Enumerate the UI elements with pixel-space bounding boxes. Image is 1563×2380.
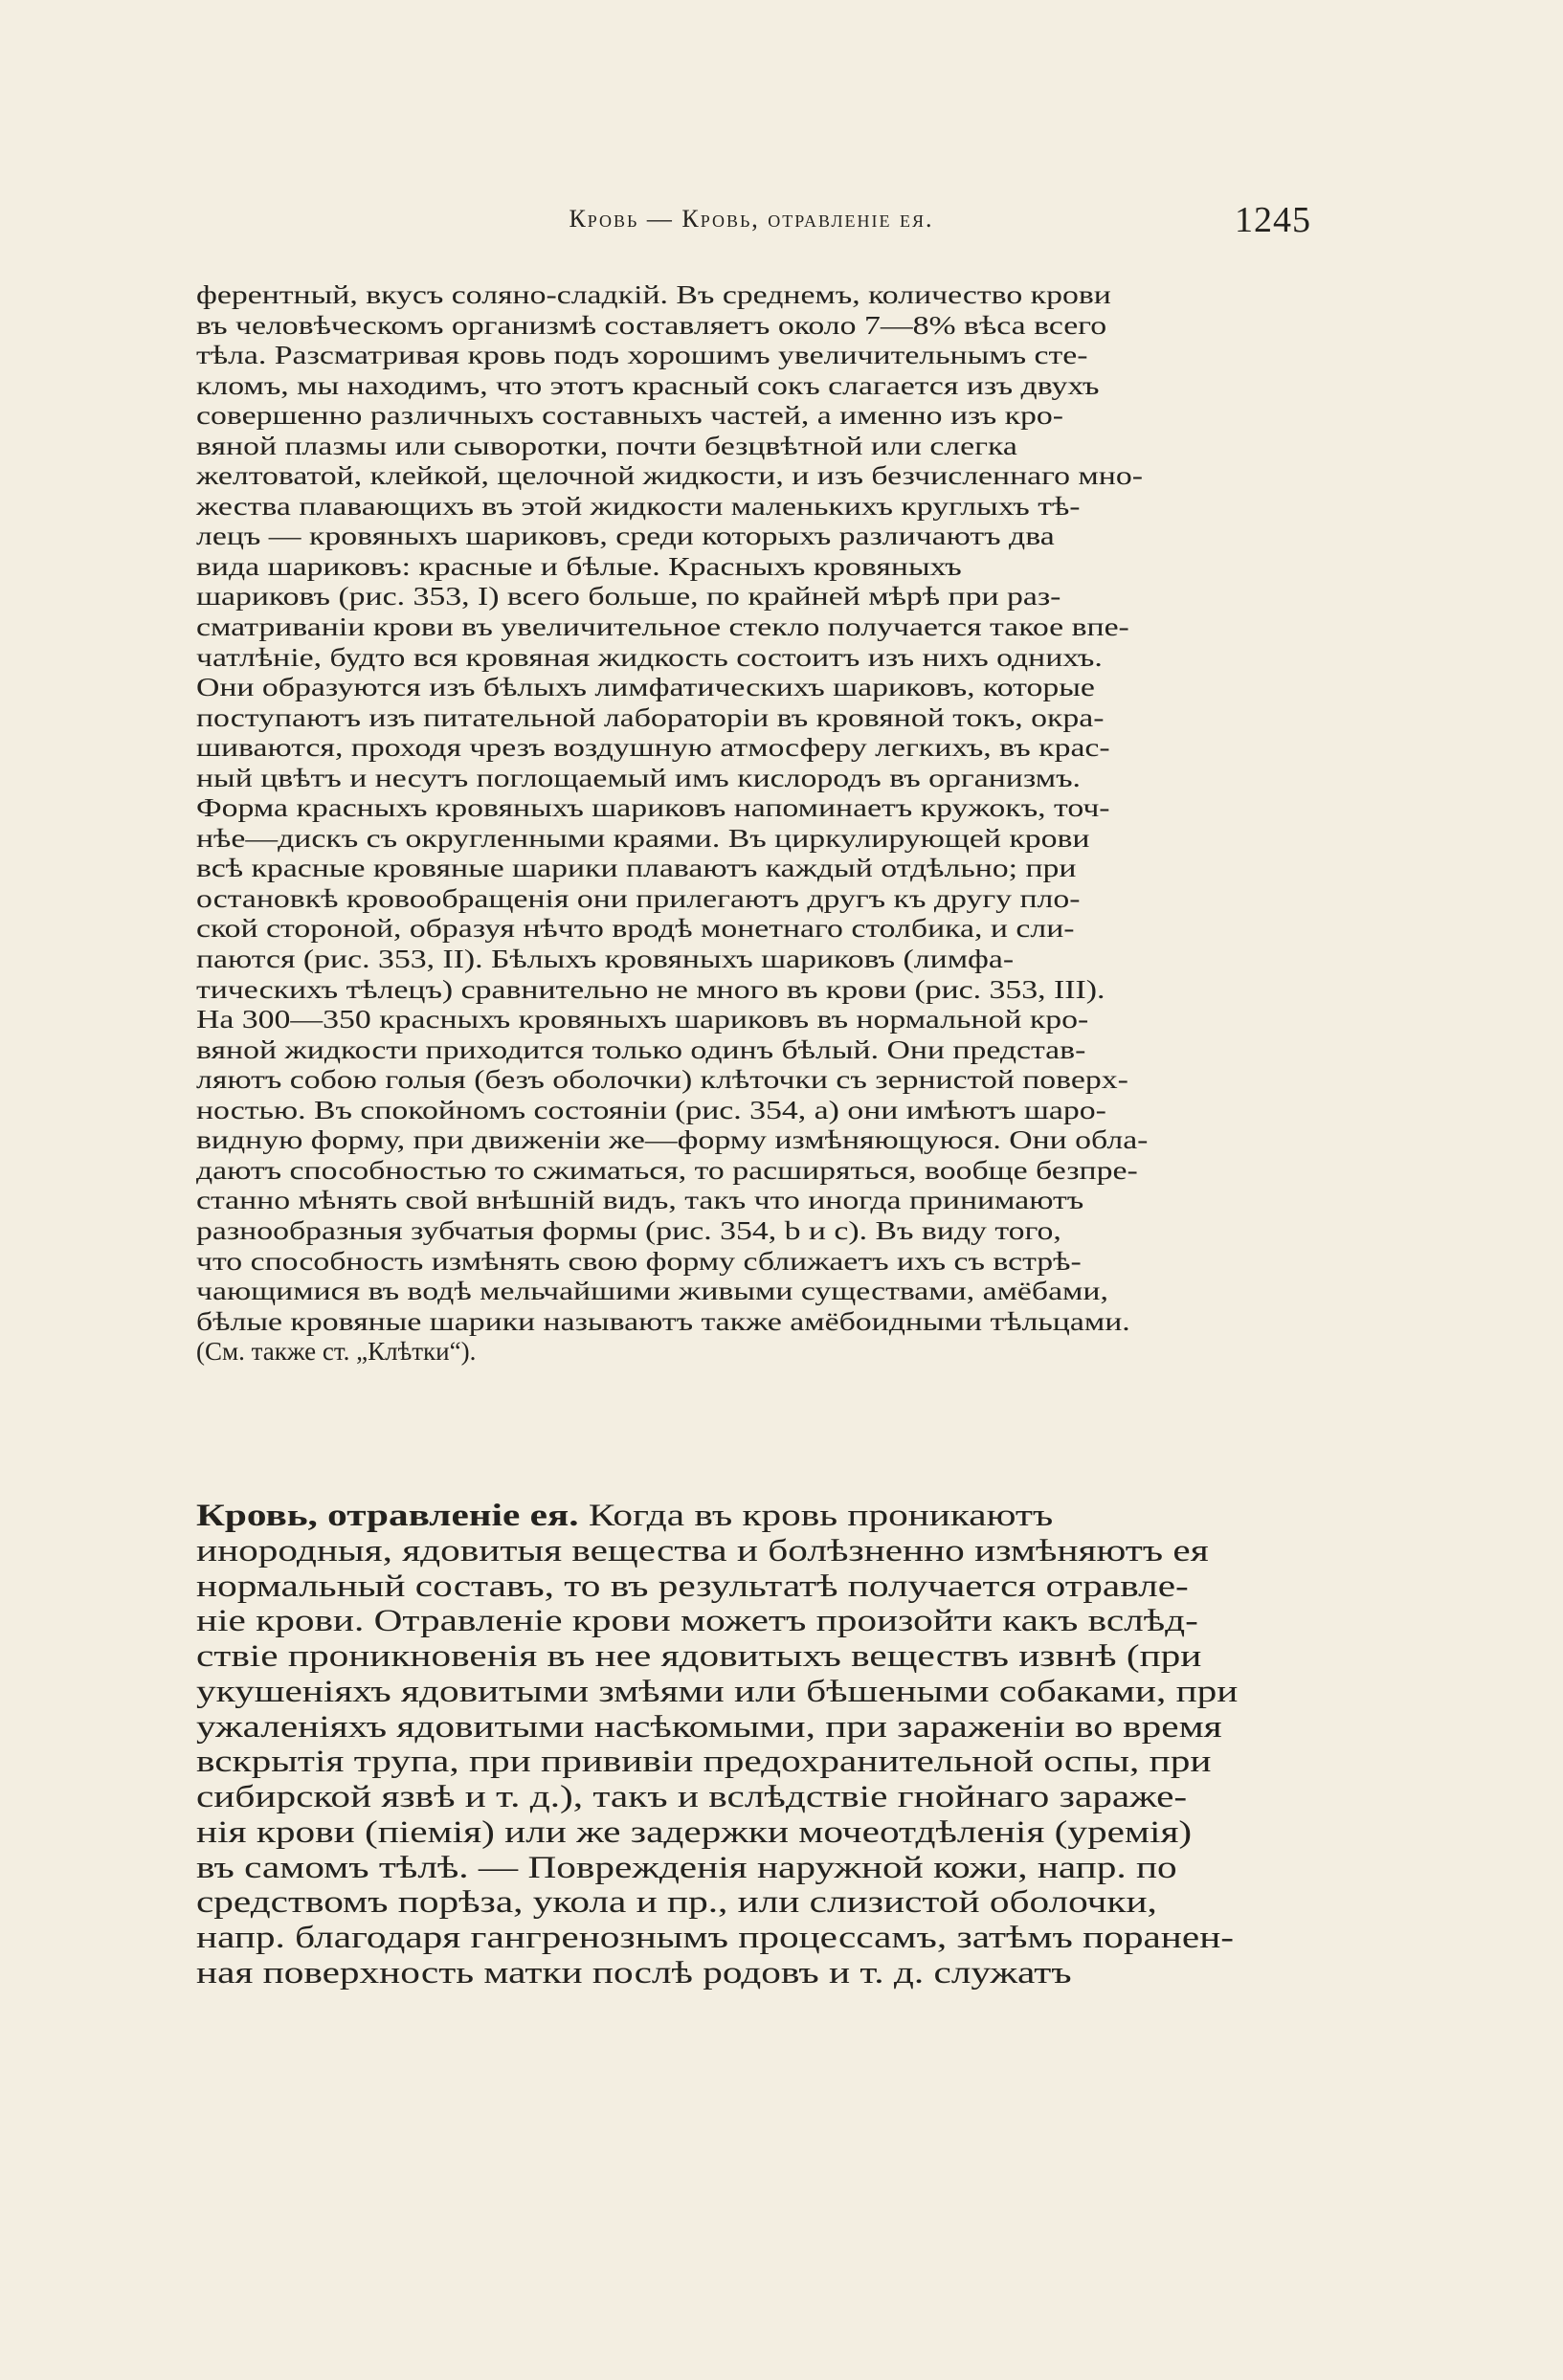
line-text: Форма красныхъ кровяныхъ шариковъ напоминаетъ кружокъ, точ- [196, 793, 1110, 823]
line-text: чатлѣніе, будто вся кровяная жидкость состоитъ изъ нихъ однихъ. [196, 642, 1103, 672]
text-line [196, 1216, 1311, 1247]
text-line [196, 643, 1311, 674]
text-line [196, 522, 1311, 552]
text-line [196, 1815, 1311, 1851]
text-line [196, 1710, 1311, 1746]
text-line [196, 552, 1311, 583]
line-text: тѣла. Разсматривая кровь подъ хорошимъ увеличительнымъ сте- [196, 341, 1088, 370]
line-text: станно мѣнять свой внѣшній видъ, такъ что иногда принимаютъ [196, 1186, 1084, 1215]
line-text: укушеніяхъ ядовитыми змѣями или бѣшеными собаками, при [196, 1674, 1239, 1709]
line-text: совершенно различныхъ составныхъ частей, а именно изъ кро- [196, 401, 1064, 431]
text-line [196, 1277, 1311, 1307]
line-text: напр. благодаря гангренознымъ процессамъ, затѣмъ поранен- [196, 1921, 1235, 1955]
line-text: жества плавающихъ въ этой жидкости маленькихъ круглыхъ тѣ- [196, 491, 1081, 521]
line-text: ствіе проникновенія въ нее ядовитыхъ веществъ извнѣ (при [196, 1639, 1202, 1674]
text-line [196, 1186, 1311, 1216]
text-line [196, 884, 1311, 915]
line-text: кломъ, мы находимъ, что этотъ красный сокъ слагается изъ двухъ [196, 370, 1100, 400]
line-text: паются (рис. 353, II). Бѣлыхъ кровяныхъ шариковъ (лимфа- [196, 945, 1015, 974]
text-line [196, 1499, 1311, 1534]
text-line [196, 1745, 1311, 1780]
text-line [196, 673, 1311, 703]
line-text: вяной плазмы или сыворотки, почти безцвѣтной или слегка [196, 431, 1017, 460]
text-line [196, 311, 1311, 342]
text-line [196, 1851, 1311, 1886]
line-text: нѣе—дискъ съ округленными краями. Въ циркулирующей крови [196, 823, 1090, 853]
line-text: всѣ красные кровяные шарики плаваютъ каждый отдѣльно; при [196, 854, 1077, 883]
text-line [196, 824, 1311, 855]
text-line [196, 703, 1311, 734]
line-text: въ самомъ тѣлѣ. — Поврежденія наружной кожи, напр. по [196, 1850, 1177, 1885]
article-blood-poisoning [196, 1499, 1311, 1991]
line-text: бѣлые кровяные шарики называютъ также амёбоидными тѣльцами. [196, 1306, 1130, 1336]
text-line [196, 371, 1311, 402]
text-line [196, 1885, 1311, 1921]
line-text: средствомъ порѣза, укола и пр., или слизистой оболочки, [196, 1885, 1157, 1921]
text-line [196, 280, 1311, 311]
line-text: ная поверхность матки послѣ родовъ и т. д. служатъ [196, 1955, 1072, 1991]
line-text: (См. также ст. „Клѣтки“). [196, 1337, 477, 1367]
first-line-text: Когда въ кровь проникаютъ [578, 1499, 1054, 1533]
running-header [191, 191, 1311, 249]
text-line [196, 854, 1311, 884]
text-line [196, 1156, 1311, 1187]
line-text: ный цвѣтъ и несутъ поглощаемый имъ кислородъ въ организмъ. [196, 763, 1081, 792]
page-number: 1245 [1235, 200, 1311, 240]
text-line [196, 1604, 1311, 1639]
line-text: желтоватой, клейкой, щелочной жидкости, и изъ безчисленнаго мно- [196, 461, 1143, 491]
line-text: даютъ способностью то сжиматься, то расширяться, вообще безпре- [196, 1155, 1138, 1185]
text-line [196, 1096, 1311, 1126]
line-text: ляютъ собою голыя (безъ оболочки) клѣточки съ зернистой поверх- [196, 1065, 1128, 1095]
text-line [196, 1247, 1311, 1278]
text-line [196, 1956, 1311, 1991]
line-text: вяной жидкости приходится только одинъ бѣлый. Они представ- [196, 1034, 1086, 1064]
text-line [196, 793, 1311, 824]
line-text: тическихъ тѣлецъ) сравнительно не много въ крови (рис. 353, III). [196, 974, 1105, 1004]
line-text: остановкѣ кровообращенія они прилегаютъ другъ къ другу пло- [196, 883, 1081, 913]
line-text: лецъ — кровяныхъ шариковъ, среди которыхъ различаютъ два [196, 522, 1055, 551]
text-line [196, 341, 1311, 371]
line-text: нормальный составъ, то въ результатѣ получается отравле- [196, 1568, 1189, 1604]
line-text: что способность измѣнять свою форму сближаетъ ихъ съ встрѣ- [196, 1246, 1082, 1276]
line-text: въ человѣческомъ организмѣ составляетъ около 7—8% вѣса всего [196, 310, 1107, 340]
line-text: сибирской язвѣ и т. д.), такъ и вслѣдствіе гнойнаго зараже- [196, 1780, 1188, 1814]
line-text: шариковъ (рис. 353, I) всего больше, по крайней мѣрѣ при раз- [196, 582, 1061, 612]
text-line [196, 975, 1311, 1006]
text-line [196, 764, 1311, 794]
text-line [196, 1639, 1311, 1675]
text-line [196, 733, 1311, 764]
text-line [196, 401, 1311, 432]
line-text: ужаленіяхъ ядовитыми насѣкомыми, при зараженіи во время [196, 1709, 1222, 1745]
text-line [196, 461, 1311, 492]
line-text: ферентный, вкусъ соляно-сладкій. Въ среднемъ, количество крови [196, 280, 1111, 309]
text-line [196, 1534, 1311, 1569]
text-line [196, 1005, 1311, 1035]
line-text: нія крови (піемія) или же задержки мочеотдѣленія (уремія) [196, 1814, 1193, 1850]
text-line [196, 432, 1311, 462]
text-line [196, 1780, 1311, 1815]
text-line [196, 1675, 1311, 1710]
line-text: вида шариковъ: красные и бѣлые. Красныхъ кровяныхъ [196, 551, 962, 581]
article-blood-continuation [196, 280, 1311, 1368]
line-text: инородныя, ядовитыя вещества и болѣзненно измѣняютъ ея [196, 1533, 1209, 1568]
line-text: поступаютъ изъ питательной лабораторіи въ кровяной токъ, окра- [196, 702, 1105, 732]
line-text: шиваются, проходя чрезъ воздушную атмосферу легкихъ, въ крас- [196, 733, 1110, 763]
line-text: ніе крови. Отравленіе крови можетъ произойти какъ вслѣд- [196, 1604, 1198, 1639]
article-heading: Кровь, отравленіе ея. [196, 1499, 579, 1533]
line-text: На 300—350 красныхъ кровяныхъ шариковъ въ нормальной кро- [196, 1005, 1089, 1034]
line-text: ностью. Въ спокойномъ состояніи (рис. 354, a) они имѣютъ шаро- [196, 1095, 1106, 1124]
line-text: видную форму, при движеніи же—форму измѣняющуюся. Они обла- [196, 1125, 1149, 1155]
line-text: разнообразныя зубчатыя формы (рис. 354, b и c). Въ виду того, [196, 1215, 1061, 1245]
line-text: Они образуются изъ бѣлыхъ лимфатическихъ шариковъ, которые [196, 673, 1095, 702]
running-title: Кровь — Кровь, отравленіе ея. [569, 205, 934, 233]
text-line [196, 1035, 1311, 1066]
text-line [196, 1125, 1311, 1156]
line-text: вскрытія трупа, при прививіи предохранительной оспы, при [196, 1745, 1212, 1780]
text-line [196, 1569, 1311, 1605]
text-line [196, 1921, 1311, 1956]
text-line [196, 582, 1311, 612]
text-line [196, 492, 1311, 523]
text-line [196, 612, 1311, 643]
text-line [196, 1337, 1311, 1368]
text-line [196, 1065, 1311, 1096]
text-line [196, 945, 1311, 975]
text-line [196, 1307, 1311, 1338]
line-text: чающимися въ водѣ мельчайшими живыми существами, амёбами, [196, 1277, 1108, 1306]
line-text: ской стороной, образуя нѣчто вродѣ монетнаго столбика, и сли- [196, 914, 1075, 944]
text-line [196, 914, 1311, 945]
line-text: сматриваніи крови въ увеличительное стекло получается такое впе- [196, 612, 1129, 642]
